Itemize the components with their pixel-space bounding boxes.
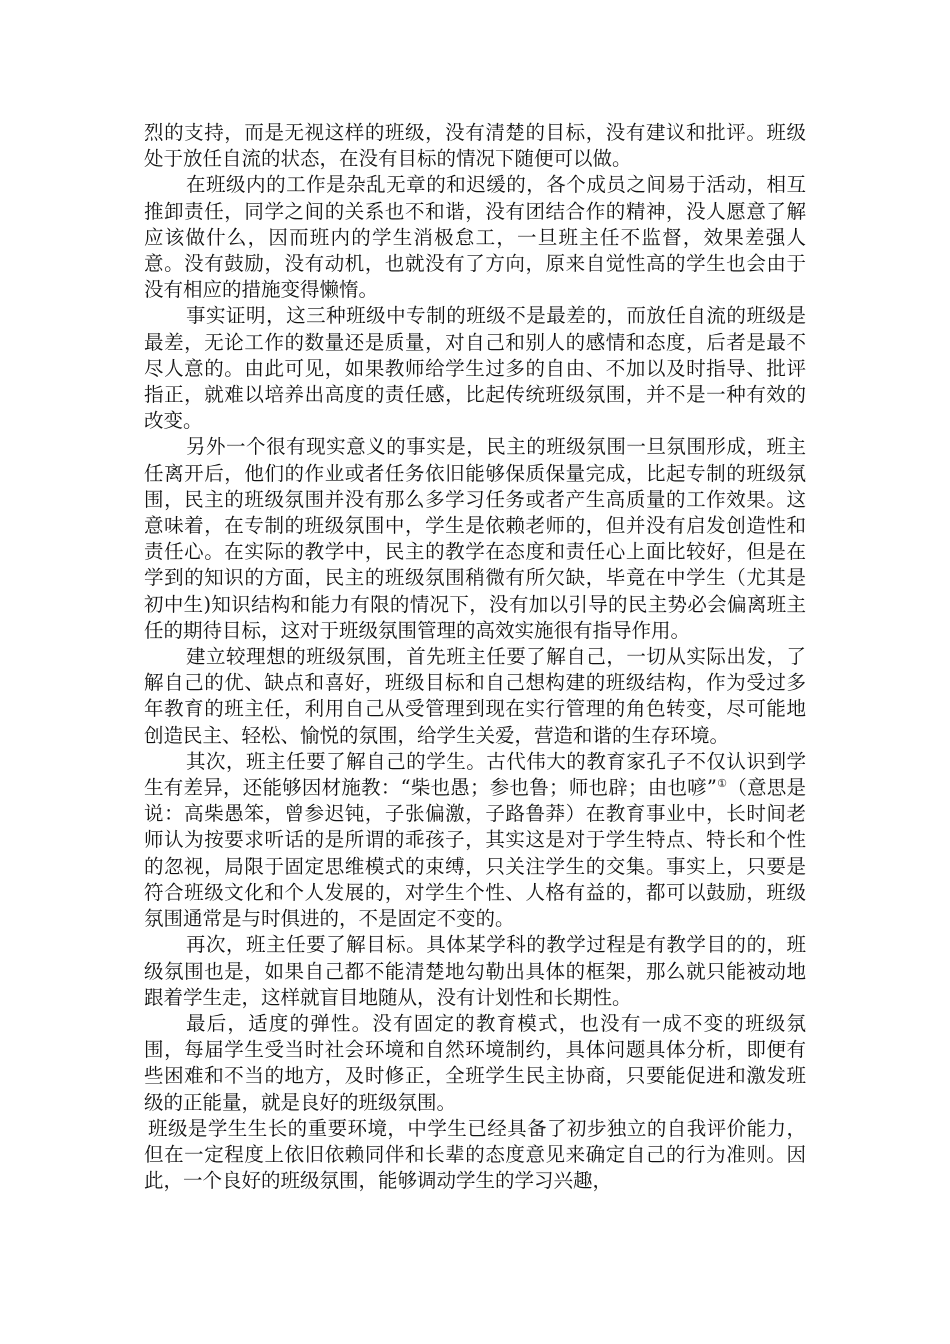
paragraph-ideal-atmosphere: 建立较理想的班级氛围，首先班主任要了解自己，一切从实际出发，了解自己的优、缺点和喜好，班级目标和自己想构建的班级结构，作为受过多年教育的班主任，利用自己从受管理到现在实行管理的角色转变，尽可能地创造民主、轻松、愉悦的氛围，给学生关爱，营造和谐的生存环境。 [144, 645, 806, 747]
paragraph-flexibility: 最后，适度的弹性。没有固定的教育模式，也没有一成不变的班级氛围，每届学生受当时社会环境和自然环境制约，具体问题具体分析，即便有些困难和不当的地方，及时修正，全班学生民主协商，只要能促进和激发班级的正能量，就是良好的班级氛围。 [144, 1011, 806, 1114]
paragraph-democratic-atmosphere: 另外一个很有现实意义的事实是，民主的班级氛围一旦氛围形成，班主任离开后，他们的作业或者任务依旧能够保质保量完成，比起专制的班级氛围，民主的班级氛围并没有那么多学习任务或者产生高质量的工作效果。这意味着，在专制的班级氛围中，学生是依赖老师的，但并没有启发创造性和责任心。在实际的教学中，民主的教学在态度和责任心上面比较好，但是在学到的知识的方面，民主的班级氛围稍微有所欠缺，毕竟在中学生（尤其是初中生)知识结构和能力有限的情况下，没有加以引导的民主势必会偏离班主任的期待目标，这对于班级氛围管理的高效实施很有指导作用。 [144, 435, 806, 642]
paragraph-know-students-text-after: （意思是说：高柴愚笨，曾参迟钝，子张偏激，子路鲁莽）在教育事业中，长时间老师认为按要求听话的是所谓的乖孩子，其实这是对于学生特点、特长和个性的忽视，局限于固定思维模式的束缚，只关注学生的交集。事实上，只要是符合班级文化和个人发展的，对学生个性、人格有益的，都可以鼓励，班级氛围通常是与时俱进的，不是固定不变的。 [144, 776, 806, 931]
paragraph-know-goals: 再次，班主任要了解目标。具体某学科的教学过程是有教学目的的，班级氛围也是，如果自己都不能清楚地勾勒出具体的框架，那么就只能被动地跟着学生走，这样就盲目地随从，没有计划性和长期性。 [144, 933, 806, 1009]
footnote-marker: ① [716, 777, 728, 791]
paragraph-work-chaos: 在班级内的工作是杂乱无章的和迟缓的，各个成员之间易于活动，相互推卸责任，同学之间的关系也不和谐，没有团结合作的精神，没人愿意了解应该做什么，因而班内的学生消极怠工，一旦班主任不监督，效果差强人意。没有鼓励，没有动机，也就没有了方向，原来自觉性高的学生也会由于没有相应的措施变得懒惰。 [144, 173, 806, 302]
document-body [144, 120, 806, 1194]
paragraph-class-environment: 班级是学生生长的重要环境，中学生已经具备了初步独立的自我评价能力，但在一定程度上依旧依赖同伴和长辈的态度意见来确定自己的行为准则。因此，一个良好的班级氛围，能够调动学生的学习兴趣， [144, 1116, 806, 1193]
paragraph-know-students [144, 749, 806, 932]
paragraph-know-students-text-before: 其次，班主任要了解自己的学生。古代伟大的教育家孔子不仅认识到学生有差异，还能够因材施教：“柴也愚；参也鲁；师也辟；由也喭” [144, 749, 806, 800]
paragraph-facts-proven: 事实证明，这三种班级中专制的班级不是最差的，而放任自流的班级是最差，无论工作的数量还是质量，对自己和别人的感情和态度，后者是最不尽人意的。由此可见，如果教师给学生过多的自由、不加以及时指导、批评指正，就难以培养出高度的责任感，比起传统班级氛围，并不是一种有效的改变。 [144, 304, 806, 433]
paragraph-continued: 烈的支持，而是无视这样的班级，没有清楚的目标，没有建议和批评。班级处于放任自流的状态，在没有目标的情况下随便可以做。 [144, 121, 806, 171]
